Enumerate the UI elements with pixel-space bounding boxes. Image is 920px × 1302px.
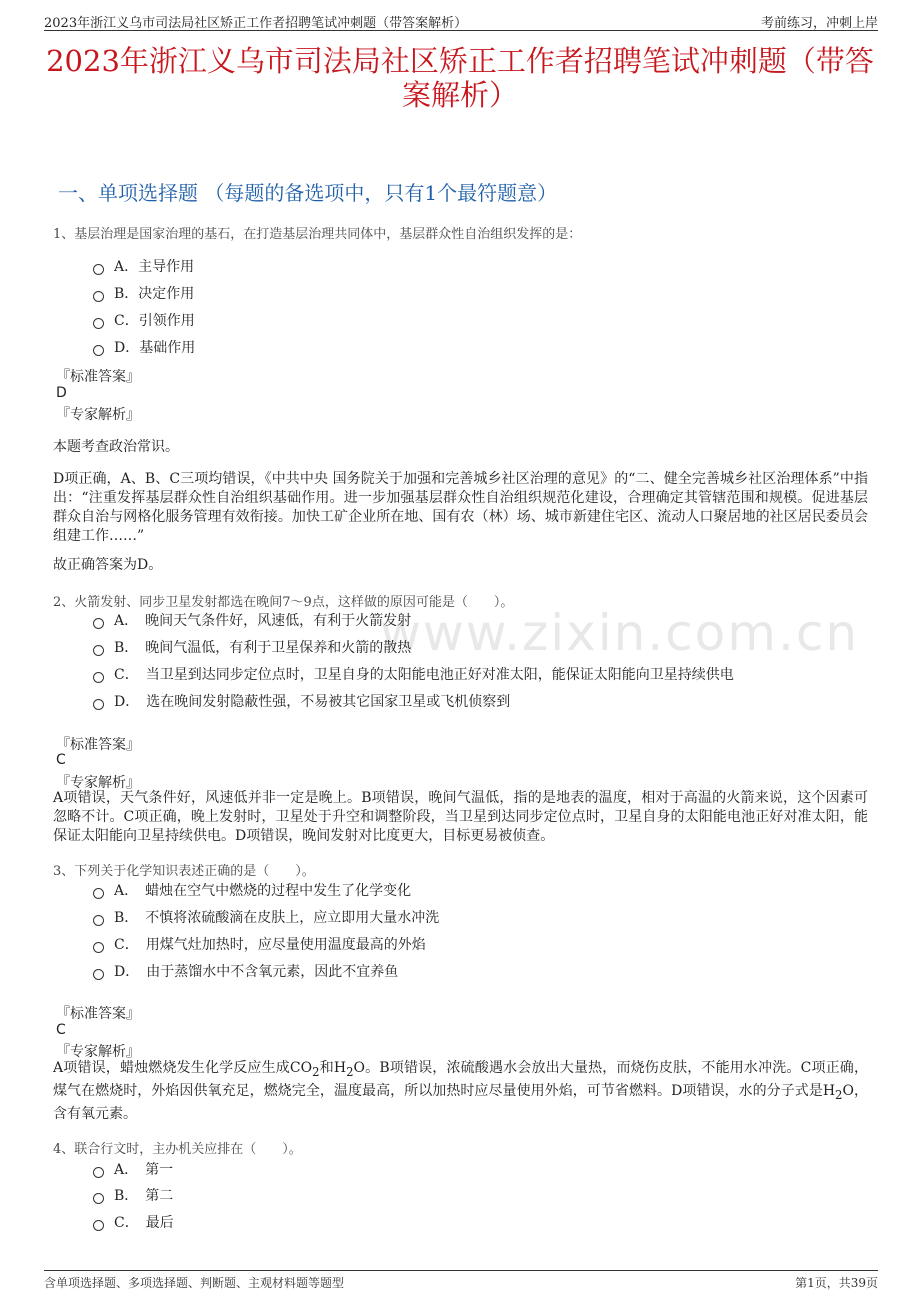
- radio-icon[interactable]: [93, 264, 104, 275]
- option-label: A．主导作用: [114, 259, 195, 275]
- radio-icon[interactable]: [93, 1220, 104, 1231]
- q2-analysis-label: 『专家解析』: [56, 775, 140, 791]
- radio-icon[interactable]: [93, 1193, 104, 1204]
- radio-icon[interactable]: [93, 969, 104, 980]
- option-label: B．决定作用: [114, 286, 195, 302]
- section-heading: 一、单项选择题 （每题的备选项中，只有1个最符题意）: [58, 181, 558, 205]
- radio-icon[interactable]: [93, 291, 104, 302]
- option-label: D． 选在晚间发射隐蔽性强，不易被其它国家卫星或飞机侦察到: [114, 694, 511, 710]
- question-1-stem: 1、基层治理是国家治理的基石，在打造基层治理共同体中，基层群众性自治组织发挥的是：: [53, 227, 582, 242]
- q3-option-a[interactable]: [93, 880, 411, 900]
- q2-option-c[interactable]: [93, 664, 734, 684]
- q2-option-a[interactable]: [93, 610, 411, 630]
- q4-option-a[interactable]: [93, 1159, 173, 1179]
- radio-icon[interactable]: [93, 345, 104, 356]
- watermark: www.zixin.com.cn: [380, 604, 860, 662]
- page-title: 2023年浙江义乌市司法局社区矫正工作者招聘笔试冲刺题（带答案解析）: [46, 44, 874, 112]
- radio-icon[interactable]: [93, 942, 104, 953]
- option-label: A． 蜡烛在空气中燃烧的过程中发生了化学变化: [114, 883, 412, 899]
- q3-analysis: A项错误，蜡烛燃烧发生化学反应生成$CO_2$和$H_2O$。B项错误，浓硫酸遇水会放出大量热，而烧伤皮肤，不能用水冲洗。C项正确，煤气在燃烧时，外焰因供氧充足，燃烧完全，温度最高，所以加热时应尽量使用外焰，可节省燃料。D项错误，水的分子式是$H_2O$，含有氧元素。: [53, 1060, 868, 1122]
- q1-analysis-p1: 本题考查政治常识。: [53, 439, 179, 455]
- radio-icon[interactable]: [93, 915, 104, 926]
- q2-option-d[interactable]: [93, 691, 510, 711]
- footer-question-types: 含单项选择题、多项选择题、判断题、主观材料题等题型: [44, 1276, 345, 1290]
- page-number: 第1页，共39页: [795, 1276, 878, 1290]
- q4-option-b[interactable]: [93, 1185, 173, 1205]
- radio-icon[interactable]: [93, 672, 104, 683]
- q1-answer-label: 『标准答案』: [56, 369, 140, 385]
- page-footer: [44, 1270, 878, 1290]
- page-header: [44, 10, 878, 31]
- q3-answer-label: 『标准答案』: [56, 1006, 140, 1022]
- q1-option-b[interactable]: [93, 283, 194, 303]
- option-label: B． 第二: [114, 1188, 174, 1204]
- option-label: C．引领作用: [114, 313, 195, 329]
- q2-answer: C: [56, 752, 66, 768]
- q2-analysis: A项错误，天气条件好，风速低并非一定是晚上。B项错误，晚间气温低，指的是地表的温度，相对于高温的火箭来说，这个因素可忽略不计。C项正确，晚上发射时，卫星处于升空和调整阶段，当卫星到达同步定位点时，卫星自身的太阳能电池正好对准太阳，能保证太阳能向卫星持续供电。D项错误，晚间发射对比度更大，目标更易被侦查。: [53, 790, 868, 844]
- question-2-stem: 2、火箭发射、同步卫星发射都选在晚间7～9点，这样做的原因可能是（ ）。: [53, 595, 514, 610]
- question-3-stem: 3、下列关于化学知识表述正确的是（ ）。: [53, 864, 315, 879]
- option-label: B． 不慎将浓硫酸滴在皮肤上，应立即用大量水冲洗: [114, 910, 440, 926]
- radio-icon[interactable]: [93, 888, 104, 899]
- q4-option-c[interactable]: [93, 1212, 174, 1232]
- option-label: D． 由于蒸馏水中不含氧元素，因此不宜养鱼: [114, 964, 399, 980]
- option-label: C． 用煤气灶加热时，应尽量使用温度最高的外焰: [114, 937, 426, 953]
- option-label: A． 第一: [114, 1162, 174, 1178]
- q1-answer: D: [56, 385, 67, 401]
- option-label: A． 晚间天气条件好，风速低，有利于火箭发射: [114, 613, 412, 629]
- q1-analysis-label: 『专家解析』: [56, 407, 140, 423]
- q3-option-b[interactable]: [93, 907, 439, 927]
- q3-option-c[interactable]: [93, 934, 426, 954]
- radio-icon[interactable]: [93, 618, 104, 629]
- q1-analysis-p2: D项正确，A、B、C三项均错误，《中共中央 国务院关于加强和完善城乡社区治理的意见》的“二、健全完善城乡社区治理体系”中指出：“注重发挥基层群众性自治组织基础作用。进一步加强基层群众性自治组织规范化建设，合理确定其管辖范围和规模。促进基层群众自治与网格化服务管理有效衔接。加快工矿企业所在地、国有农（林）场、城市新建住宅区、流动人口聚居地的社区居民委员会组建工作……”: [53, 471, 868, 544]
- q1-option-a[interactable]: [93, 256, 194, 276]
- option-label: C． 当卫星到达同步定位点时，卫星自身的太阳能电池正好对准太阳，能保证太阳能向卫星持续供电: [114, 667, 734, 683]
- q3-option-d[interactable]: [93, 961, 398, 981]
- q3-answer: C: [56, 1022, 66, 1038]
- q2-option-b[interactable]: [93, 637, 411, 657]
- option-label: D．基础作用: [114, 340, 196, 356]
- option-label: C． 最后: [114, 1215, 174, 1231]
- header-slogan: 考前练习，冲刺上岸: [760, 16, 878, 31]
- header-doc-title: 2023年浙江义乌市司法局社区矫正工作者招聘笔试冲刺题（带答案解析）: [44, 16, 468, 31]
- question-4-stem: 4、联合行文时，主办机关应排在（ ）。: [53, 1142, 302, 1157]
- q1-analysis-p3: 故正确答案为D。: [53, 557, 163, 573]
- radio-icon[interactable]: [93, 699, 104, 710]
- q3-analysis-label: 『专家解析』: [56, 1044, 140, 1060]
- q2-answer-label: 『标准答案』: [56, 737, 140, 753]
- radio-icon[interactable]: [93, 645, 104, 656]
- option-label: B． 晚间气温低，有利于卫星保养和火箭的散热: [114, 640, 412, 656]
- radio-icon[interactable]: [93, 1167, 104, 1178]
- radio-icon[interactable]: [93, 318, 104, 329]
- q1-option-c[interactable]: [93, 310, 195, 330]
- q1-option-d[interactable]: [93, 337, 195, 357]
